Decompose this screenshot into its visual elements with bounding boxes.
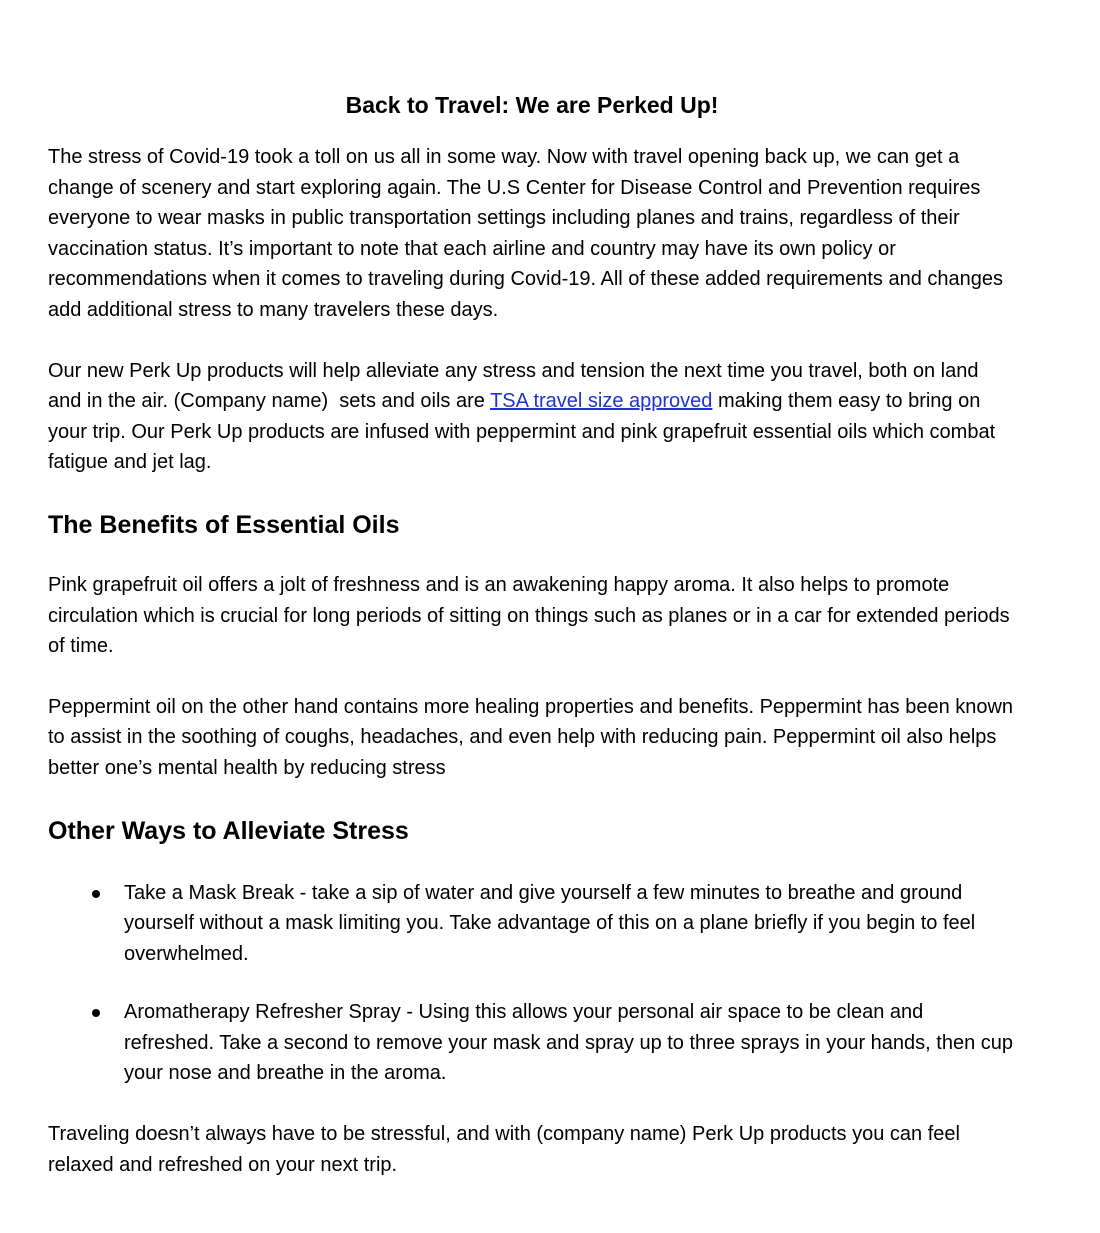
bullet-icon	[92, 1009, 100, 1017]
list-item-mask-break	[48, 878, 1016, 970]
heading-other-ways-to-alleviate-stress: Other Ways to Alleviate Stress	[48, 816, 409, 845]
bullet-icon	[92, 890, 100, 898]
paragraph-closing: Traveling doesn’t always have to be stressful, and with (company name) Perk Up products you can feel relaxed and refreshed on your next trip.	[48, 1123, 966, 1176]
paragraph-intro: The stress of Covid-19 took a toll on us all in some way. Now with travel opening back up, we can get a change of scenery and start exploring again. The U.S Center for Disease Control and Prevention requires everyone to wear masks in public transportation settings including planes and trains, regardless of their vaccination status. It’s important to note that each airline and country may have its own policy or recommendations when it comes to traveling during Covid-19. All of these added requirements and changes add additional stress to many travelers these days.	[48, 146, 1009, 321]
heading-benefits-of-essential-oils: The Benefits of Essential Oils	[48, 510, 400, 539]
tsa-approved-link[interactable]: TSA travel size approved	[490, 390, 713, 413]
paragraph-grapefruit-oil: Pink grapefruit oil offers a jolt of freshness and is an awakening happy aroma. It also helps to promote circulation which is crucial for long periods of sitting on things such as planes or in a car for extended periods of time.	[48, 573, 1016, 658]
paragraph-peppermint-oil: Peppermint oil on the other hand contains more healing properties and benefits. Peppermint has been known to assist in the soothing of coughs, headaches, and even help with reducing pain. Peppermint oil also helps better one’s mental health by reducing stress	[48, 695, 1019, 779]
paragraph-products-before-link: Our new Perk Up products will help alleviate any stress and tension the next time you travel, both on land and in the air. (Company name) sets and oils are	[48, 359, 985, 413]
stress-tips-list	[48, 878, 1019, 1090]
list-item-text: Aromatherapy Refresher Spray - Using this allows your personal air space to be clean and refreshed. Take a second to remove your mask and spray up to three sprays in your hands, then cup your nose and breathe in the aroma.	[124, 1001, 1019, 1085]
paragraph-products-after-link: making them easy to bring on your trip. Our Perk Up products are infused with peppermint and pink grapefruit essential oils which combat fatigue and jet lag.	[48, 390, 1001, 474]
list-item-aromatherapy-spray	[48, 997, 1019, 1089]
list-item-text: Take a Mask Break - take a sip of water and give yourself a few minutes to breathe and ground yourself without a mask limiting you. Take advantage of this on a plane briefly if you begin to feel overwhelmed.	[124, 881, 981, 965]
document-title: Back to Travel: We are Perked Up!	[345, 92, 719, 118]
paragraph-products	[48, 356, 1016, 478]
